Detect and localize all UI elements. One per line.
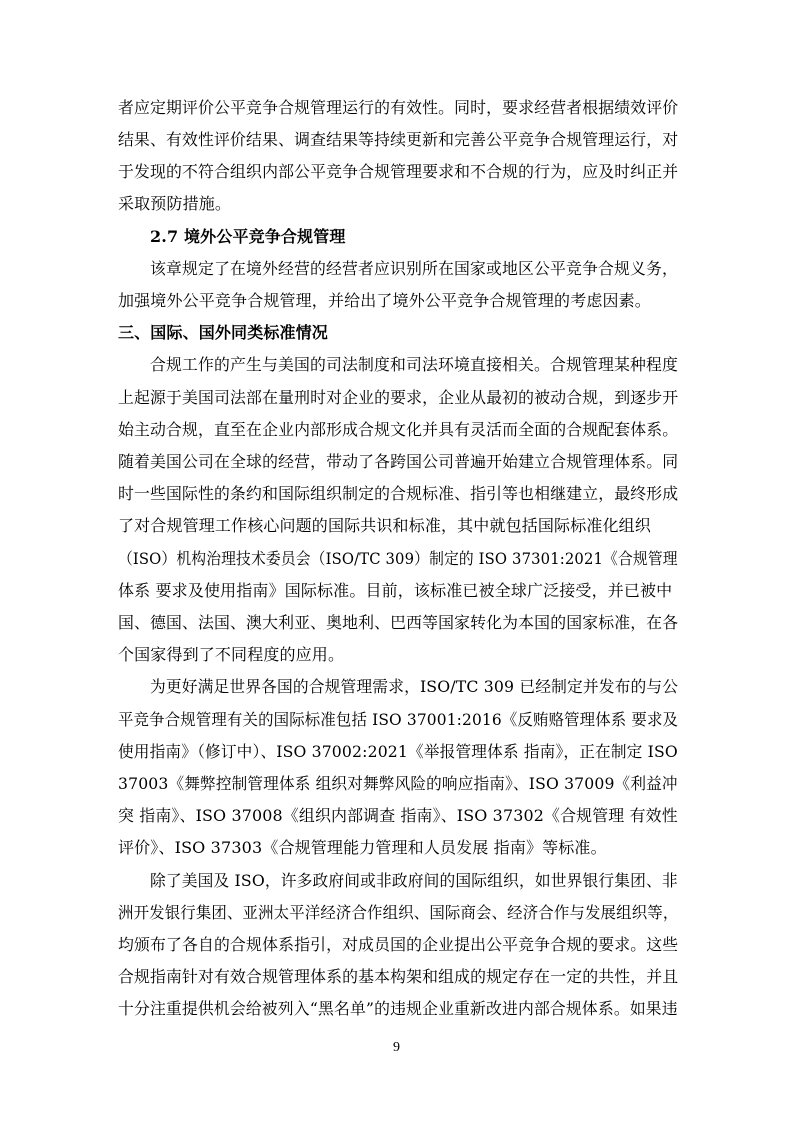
body-text-line: 洲开发银行集团、亚洲太平洋经济合作组织、国际商会、经济合作与发展组织等，: [118, 903, 679, 922]
body-text-line: 合规指南针对有效合规管理体系的基本构架和组成的规定存在一定的共性，并且: [118, 967, 679, 986]
body-text-line: 合规工作的产生与美国的司法制度和司法环境直接相关。合规管理某种程度: [150, 355, 678, 374]
section-heading-2-7: 2.7 境外公平竞争合规管理: [150, 227, 346, 246]
body-text-line: 使用指南》（修订中）、ISO 37002:2021《举报管理体系 指南》，正在制定 ISO: [118, 742, 678, 761]
body-text-line: 除了美国及 ISO，许多政府间或非政府间的国际组织，如世界银行集团、非: [150, 871, 678, 890]
body-text-line: 均颁布了各自的合规体系指引，对成员国的企业提出公平竞争合规的要求。这些: [118, 935, 679, 954]
body-text-line: 加强境外公平竞争合规管理，并给出了境外公平竞争合规管理的考虑因素。: [118, 291, 651, 310]
body-text-line: 始主动合规，直至在企业内部形成合规文化并具有灵活而全面的合规配套体系。: [118, 420, 679, 439]
body-text-line: 该章规定了在境外经营的经营者应识别所在国家或地区公平竞争合规义务，: [150, 259, 678, 278]
section-heading-3: 三、国际、国外同类标准情况: [118, 323, 328, 342]
body-text-line: 随着美国公司在全球的经营，带动了各跨国公司普遍开始建立合规管理体系。同: [118, 452, 679, 471]
body-text-line: 平竞争合规管理有关的国际标准包括 ISO 37001:2016《反贿赂管理体系 要求及: [118, 710, 679, 729]
page-number: 9: [393, 1040, 400, 1055]
body-text-line: 采取预防措施。: [118, 194, 232, 213]
body-text-line: 时一些国际性的条约和国际组织制定的合规标准、指引等也相继建立，最终形成: [118, 484, 679, 503]
body-text-line: 为更好满足世界各国的合规管理需求，ISO/TC 309 已经制定并发布的与公: [150, 677, 679, 696]
body-text-line: 突 指南》、ISO 37008《组织内部调查 指南》、ISO 37302《合规管理 有效性: [118, 806, 678, 825]
body-text-line: 体系 要求及使用指南》国际标准。目前，该标准已被全球广泛接受，并已被中: [118, 581, 673, 600]
body-text-line: 上起源于美国司法部在量刑时对企业的要求，企业从最初的被动合规，到逐步开: [118, 388, 679, 407]
body-text-line: （ISO）机构治理技术委员会（ISO/TC 309）制定的 ISO 37301:2021《合规管理: [118, 549, 678, 568]
body-text-line: 了对合规管理工作核心问题的国际共识和标准，其中就包括国际标准化组织: [118, 516, 651, 535]
body-text-line: 37003《舞弊控制管理体系 组织对舞弊风险的响应指南》、ISO 37009《利益冲: [118, 774, 678, 793]
body-text-line: 个国家得到了不同程度的应用。: [118, 645, 345, 664]
body-text-line: 结果、有效性评价结果、调查结果等持续更新和完善公平竞争合规管理运行，对: [118, 130, 679, 149]
body-text-line: 于发现的不符合组织内部公平竞争合规管理要求和不合规的行为，应及时纠正并: [118, 162, 679, 181]
body-text-line: 者应定期评价公平竞争合规管理运行的有效性。同时，要求经营者根据绩效评价: [118, 98, 679, 117]
body-text-line: 国、德国、法国、澳大利亚、奥地利、巴西等国家转化为本国的国家标准，在各: [118, 613, 679, 632]
body-text-line: 十分注重提供机会给被列入“黑名单”的违规企业重新改进内部合规体系。如果违: [118, 999, 678, 1018]
body-text-line: 评价》、ISO 37303《合规管理能力管理和人员发展 指南》等标准。: [118, 838, 607, 857]
